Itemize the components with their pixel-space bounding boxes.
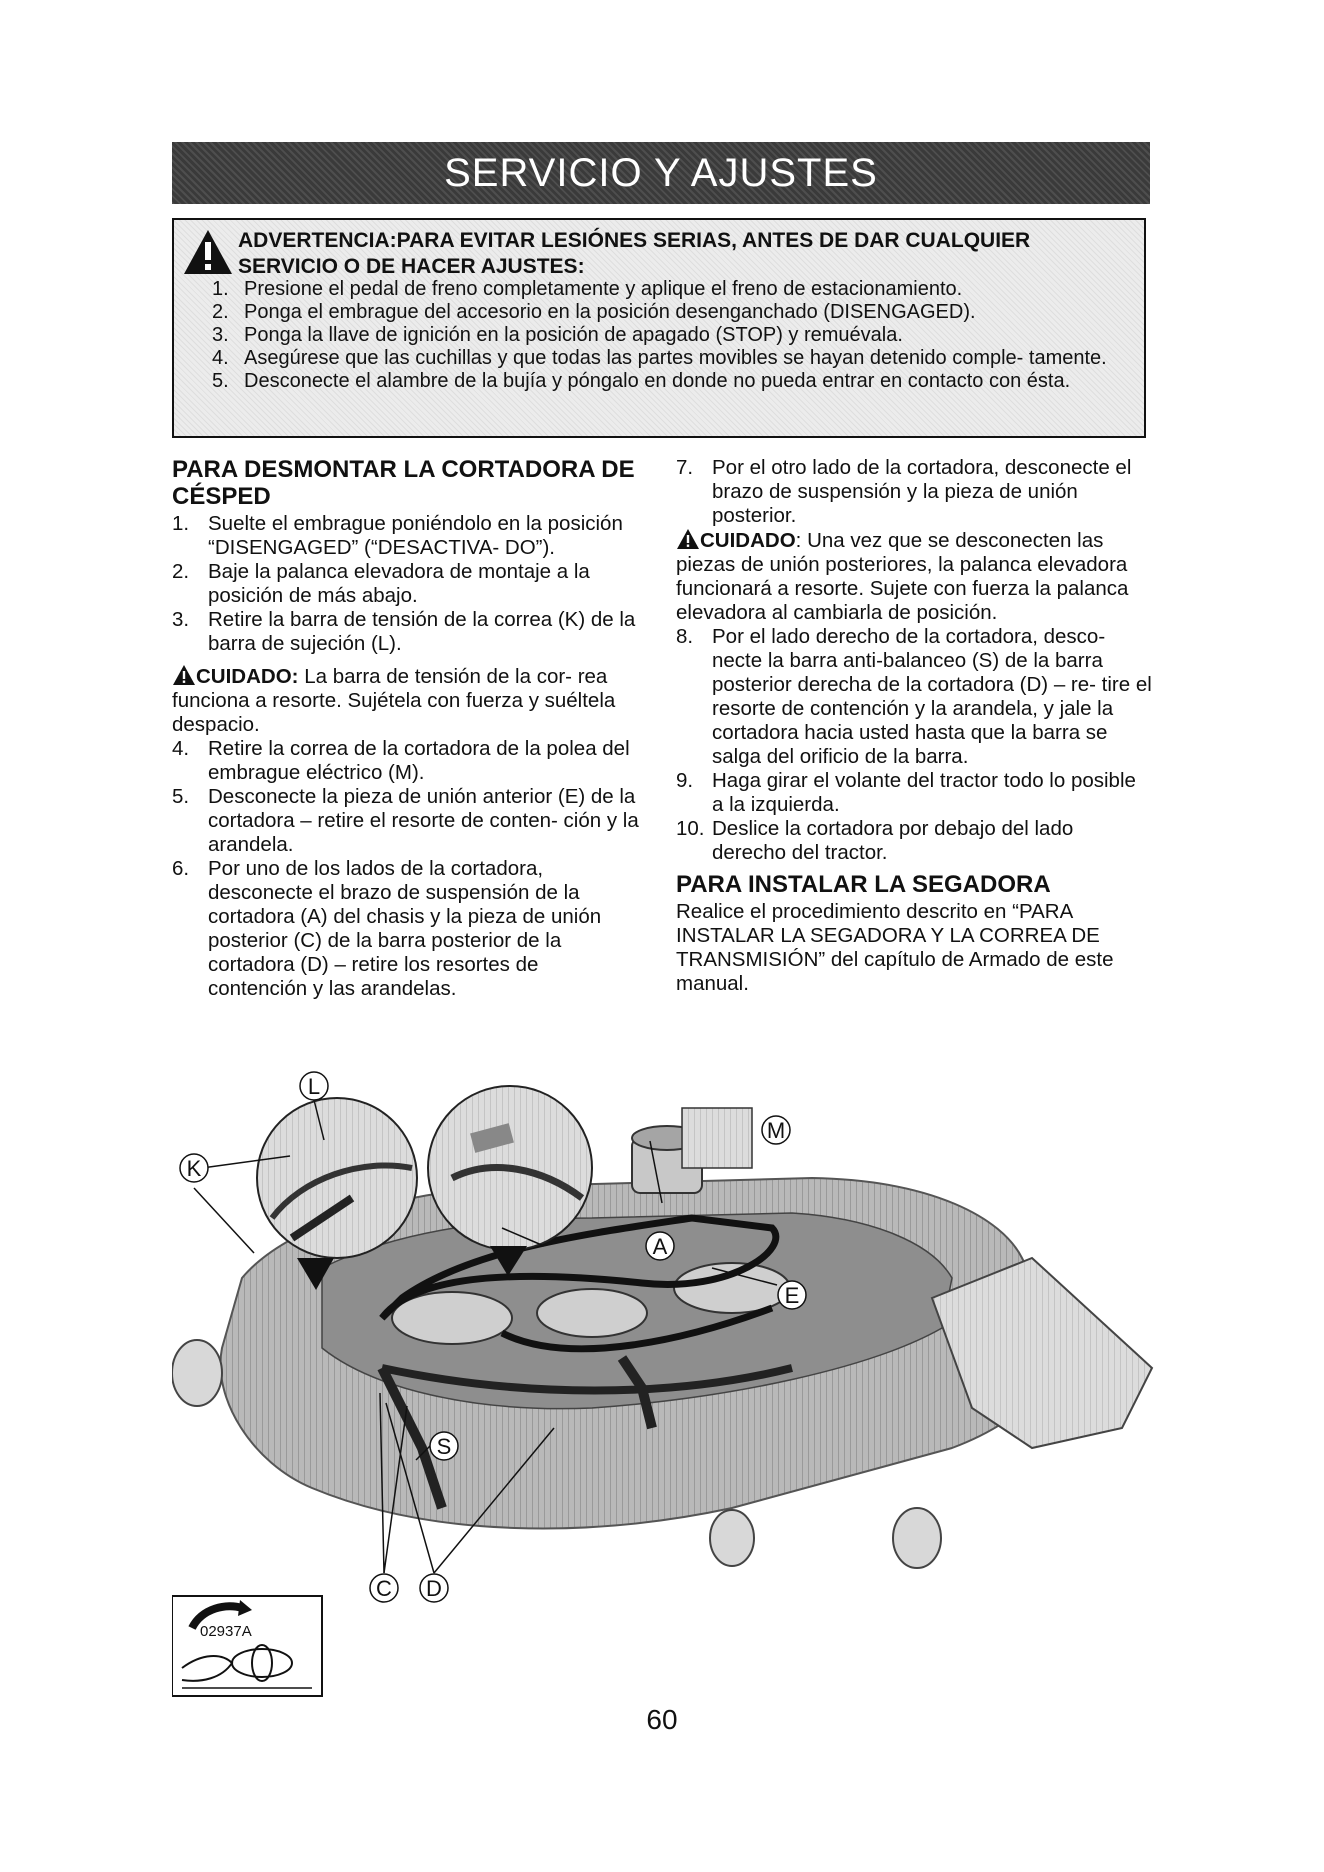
detail-circle-left — [257, 1098, 417, 1258]
list-item: 2. Baje la palanca elevadora de montaje a la posición de más abajo. — [172, 560, 590, 607]
callout-label: C — [376, 1576, 392, 1601]
callout-label: E — [784, 1283, 800, 1308]
caution-note: CUIDADO: La barra de tensión de la cor- rea funciona a resorte. Sujétela con fuerza y suéltela despacio. — [172, 665, 616, 736]
list-item: 7. Por el otro lado de la cortadora, desconecte el brazo de suspensión y la pieza de unión posterior. — [676, 456, 1132, 527]
caution-triangle-icon — [676, 528, 700, 550]
list-item: 4. Asegúrese que las cuchillas y que todas las partes movibles se hayan detenido comple- tamente. — [212, 347, 1107, 369]
warning-heading-line2: SERVICIO O DE HACER AJUSTES: — [238, 255, 585, 278]
list-item: 10. Deslice la cortadora por debajo del lado derecho del tractor. — [676, 817, 1074, 864]
right-column — [676, 456, 1152, 996]
list-item: 2. Ponga el embrague del accesorio en la posición desenganchado (DISENGAGED). — [212, 301, 976, 323]
callout-label: A — [652, 1234, 668, 1259]
list-item: 3. Retire la barra de tensión de la correa (K) de la barra de sujeción (L). — [172, 608, 636, 655]
list-item: 9. Haga girar el volante del tractor todo lo posible a la izquierda. — [676, 769, 1136, 816]
mower-deck-figure — [172, 1068, 1162, 1706]
retaining-spring-inset — [172, 1596, 322, 1696]
section-banner — [172, 142, 1150, 204]
list-item: 6. Por uno de los lados de la cortadora, desconecte el brazo de suspensión de la cortadora (A) del chasis y la pieza de unión posterior (C) de la barra posterior de la cortadora (D) – retire los resortes de contención y las arandelas. — [172, 857, 602, 1000]
callout-label: M — [766, 1118, 786, 1143]
warning-box — [172, 218, 1146, 438]
install-mower-heading: PARA INSTALAR LA SEGADORA — [676, 871, 1051, 898]
warning-heading — [238, 228, 1128, 280]
warning-triangle-icon — [182, 228, 234, 276]
caution-note: CUIDADO: Una vez que se desconecten las piezas de unión posteriores, la palanca elevadora funcionará a resorte. Sujete con fuerza la palanca elevadora al cambiarla de posición. — [676, 529, 1129, 624]
left-column — [172, 456, 642, 1001]
list-item: 4. Retire la correa de la cortadora de la polea del embrague eléctrico (M). — [172, 737, 630, 784]
warning-list — [204, 278, 1134, 393]
page-number: 60 — [646, 1704, 678, 1735]
remove-mower-heading: PARA DESMONTAR LA CORTADORA DE CÉSPED — [172, 456, 635, 510]
install-paragraph: Realice el procedimiento descrito en “PARA INSTALAR LA SEGADORA Y LA CORREA DE TRANSMISIÓN” del capítulo de Armado de este manual. — [676, 900, 1114, 995]
list-item: 3. Ponga la llave de ignición en la posición de apagado (STOP) y remuévala. — [212, 324, 903, 346]
caution-triangle-icon — [172, 664, 196, 686]
callout-label: S — [436, 1434, 452, 1459]
callout-label: D — [426, 1576, 442, 1601]
list-item: 1. Suelte el embrague poniéndolo en la posición “DISENGAGED” (“DESACTIVA- DO”). — [172, 512, 623, 559]
callout-label: L — [307, 1074, 321, 1099]
list-item: 5. Desconecte el alambre de la bujía y póngalo en donde no pueda entrar en contacto con ésta. — [212, 370, 1071, 392]
list-item: 1. Presione el pedal de freno completamente y aplique el freno de estacionamiento. — [212, 278, 963, 300]
warning-heading-line1: ADVERTENCIA:PARA EVITAR LESIÓNES SERIAS, ANTES DE DAR CUALQUIER — [238, 229, 1031, 252]
callout-label: K — [186, 1156, 202, 1181]
list-item: 5. Desconecte la pieza de unión anterior (E) de la cortadora – retire el resorte de conten- ción y la arandela. — [172, 785, 639, 856]
section-title: SERVICIO Y AJUSTES — [444, 150, 878, 195]
inset-code: 02937A — [200, 1623, 252, 1640]
list-item: 8. Por el lado derecho de la cortadora, desco- necte la barra anti-balanceo (S) de la barra posterior derecha de la cortadora (D) – re- tire el resorte de contención y la arandela, y jale la cortadora hacia usted hasta que la barra se salga del orificio de la barra. — [676, 625, 1152, 768]
